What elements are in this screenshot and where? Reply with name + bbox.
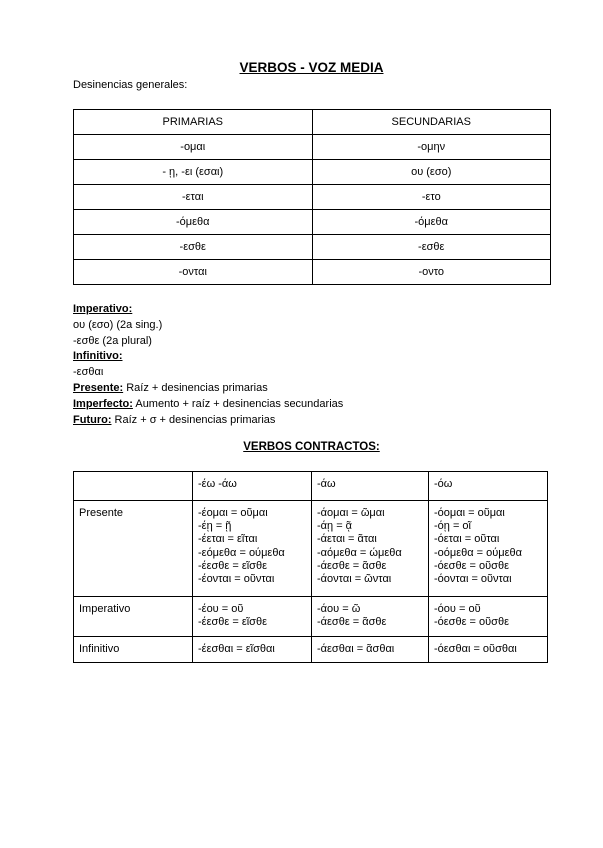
form-line: -οόμεθα = ούμεθα (434, 546, 523, 559)
row-label-presente: Presente (74, 501, 193, 597)
presente-cell-ow (429, 501, 548, 597)
form-line: -όεσθε = οῦσθε (434, 559, 509, 572)
form-line: -άομαι = ῶμαι (317, 507, 385, 519)
infinitivo-cell-aw: -άεσθαι = ᾶσθαι (312, 637, 429, 663)
futuro-text: Raíz + σ + desinencias primarias (111, 413, 276, 426)
contract-title: VERBOS CONTRACTOS: (243, 441, 380, 453)
row-label-infinitivo: Infinitivo (74, 637, 193, 663)
form-line: -έομαι = οῦμαι (198, 507, 268, 519)
primaria-cell: -όμεθα (74, 210, 313, 235)
imperativo-label: Imperativo: (73, 303, 133, 315)
form-line: -όεσθε = οῦσθε (434, 616, 509, 629)
endings-header-row (74, 110, 551, 135)
presente-cell-ew (193, 501, 312, 597)
form-line: -έεσθε = εῖσθε (198, 559, 267, 572)
primaria-cell: -ομαι (74, 135, 313, 160)
endings-table (73, 109, 551, 285)
contract-header-ew: -έω -άω (193, 472, 312, 501)
contract-header-empty (74, 472, 193, 501)
imperativo-cell-ew (193, 597, 312, 637)
imperativo-cell-ow (429, 597, 548, 637)
secundaria-cell: -εσθε (312, 235, 551, 260)
form-line: -άεσθε = ᾶσθε (317, 559, 387, 572)
presente-text: Raíz + desinencias primarias (123, 381, 268, 394)
contract-row-infinitivo (74, 637, 548, 663)
form-line: -εόμεθα = ούμεθα (198, 546, 285, 559)
form-line: -αόμεθα = ώμεθα (317, 546, 402, 559)
form-line: -όου = οῦ (434, 603, 481, 615)
grammar-notes (73, 302, 343, 428)
header-secundarias: SECUNDARIAS (312, 110, 551, 135)
form-line: -έεται = εῖται (198, 533, 258, 546)
infinitivo-cell-ow: -όεσθαι = οῦσθαι (429, 637, 548, 663)
infinitivo-cell-ew: -έεσθαι = εῖσθαι (193, 637, 312, 663)
secundaria-cell: -όμεθα (312, 210, 551, 235)
secundaria-cell: -ετο (312, 185, 551, 210)
contract-table (73, 471, 548, 663)
form-line: -όεται = οῦται (434, 533, 500, 546)
form-line: -άου = ῶ (317, 603, 361, 615)
endings-row (74, 135, 551, 160)
endings-row (74, 235, 551, 260)
form-line: -έῃ = ῇ (198, 520, 232, 533)
form-line: -έου = οῦ (198, 603, 244, 615)
contract-header-ow: -όω (429, 472, 548, 501)
form-line: -άεται = ᾶται (317, 533, 377, 546)
infinitivo-label: Infinitivo: (73, 350, 123, 363)
primaria-cell: -ονται (74, 260, 313, 285)
contract-row-presente (74, 501, 548, 597)
contract-header-row (74, 472, 548, 501)
page-title: VERBOS - VOZ MEDIA (239, 60, 384, 75)
primaria-cell: -εται (74, 185, 313, 210)
form-line: -έονται = οῦνται (198, 573, 275, 586)
intro-text: Desinencias generales: (73, 79, 188, 91)
form-line: -όῃ = οῖ (434, 520, 471, 533)
form-line: -όονται = οῦνται (434, 573, 512, 586)
endings-row (74, 210, 551, 235)
endings-row (74, 160, 551, 185)
contract-row-imperativo (74, 597, 548, 637)
futuro-label: Futuro: (73, 413, 112, 426)
endings-row (74, 185, 551, 210)
form-line: -άῃ = ᾷ (317, 520, 353, 533)
secundaria-cell: ου (εσο) (312, 160, 551, 185)
presente-cell-aw (312, 501, 429, 597)
imperativo-line-1: ου (εσο) (2a sing.) (73, 318, 163, 331)
imperfecto-label: Imperfecto: (73, 397, 133, 410)
primaria-cell: - ῃ, -ει (εσαι) (74, 160, 313, 185)
imperativo-line-2: -εσθε (2a plural) (73, 334, 152, 347)
form-line: -όομαι = οῦμαι (434, 507, 505, 519)
form-line: -έεσθε = εῖσθε (198, 616, 267, 629)
presente-label: Presente: (73, 381, 124, 394)
secundaria-cell: -οντο (312, 260, 551, 285)
infinitivo-line: -εσθαι (73, 366, 104, 379)
imperativo-cell-aw (312, 597, 429, 637)
row-label-imperativo: Imperativo (74, 597, 193, 637)
form-line: -άεσθε = ᾶσθε (317, 616, 387, 629)
header-primarias: PRIMARIAS (74, 110, 313, 135)
imperfecto-text: Aumento + raíz + desinencias secundarias (132, 397, 344, 410)
secundaria-cell: -ομην (312, 135, 551, 160)
primaria-cell: -εσθε (74, 235, 313, 260)
endings-row (74, 260, 551, 285)
form-line: -άονται = ῶνται (317, 573, 392, 586)
contract-header-aw: -άω (312, 472, 429, 501)
